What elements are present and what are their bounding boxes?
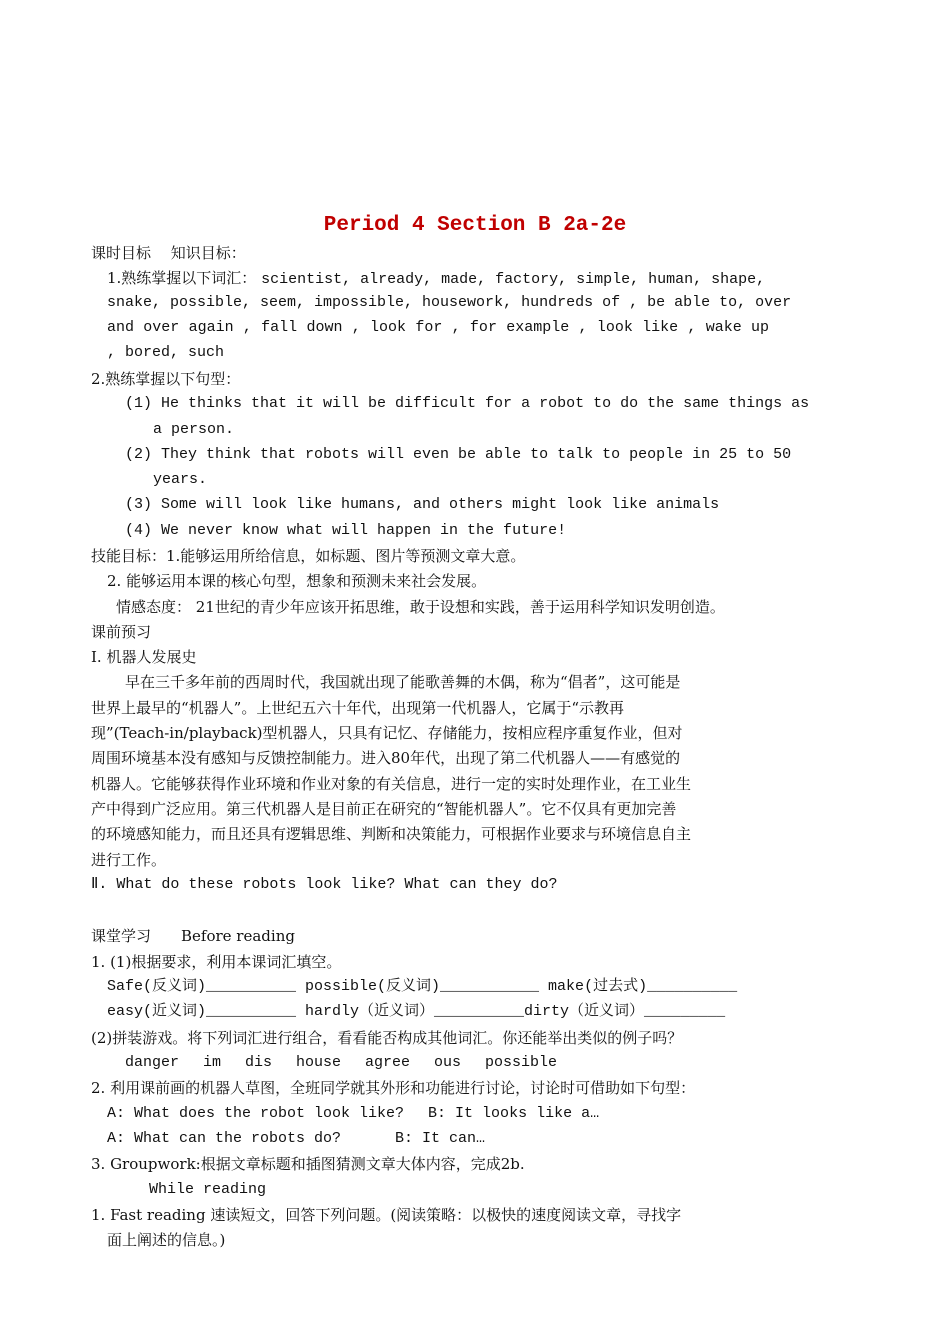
sentence-3: (3) Some will look like humans, and others might look like animals [125, 496, 720, 513]
skill-objective-1: 技能目标：1.能够运用所给信息，如标题、图片等预测文章大意。 [91, 547, 526, 565]
question-1: 1. (1)根据要求，利用本课词汇填空。 [91, 953, 342, 971]
word-pieces: danger im dis house agree ous possible [125, 1054, 558, 1071]
question-3: 3. Groupwork:根据文章标题和插图猜测文章大体内容，完成2b. [91, 1155, 525, 1173]
sentence-2b: years. [153, 471, 208, 488]
preview-section-1-title: Ⅰ. 机器人发展史 [91, 648, 197, 666]
vocab-line-3: and over again , fall down , look for , for example , look like , wake up [107, 319, 769, 336]
dialogue-line-1: A: What does the robot look like? B: It looks like a… [107, 1105, 600, 1122]
vocab-line-4: , bored, such [107, 344, 225, 361]
preview-heading: 课前预习 [91, 623, 152, 641]
fast-reading-line-2: 面上阐述的信息。) [107, 1231, 226, 1249]
fill-blank-row-2: easy(近义词)__________ hardly（近义词）__________dirty（近义词）_________ [107, 1003, 726, 1020]
vocab-line-1 [107, 268, 765, 290]
history-line-8: 进行工作。 [91, 851, 167, 869]
emotion-objective: 情感态度： 21世纪的青少年应该开拓思维，敢于设想和实践，善于运用科学知识发明创造。 [116, 598, 725, 616]
objectives-heading: 课时目标 知识目标： [91, 244, 246, 262]
history-line-5: 机器人。它能够获得作业环境和作业对象的有关信息，进行一定的实时处理作业，在工业生 [91, 775, 692, 793]
while-reading-heading: While reading [149, 1181, 267, 1198]
sentence-1b: a person. [153, 421, 235, 438]
vocab-line-2: snake, possible, seem, impossible, housework, hundreds of , be able to, over [107, 294, 792, 311]
skill-objective-2: 2. 能够运用本课的核心句型，想象和预测未来社会发展。 [107, 572, 487, 590]
page-title: Period 4 Section B 2a-2e [323, 214, 627, 237]
history-line-4: 周围环境基本没有感知与反馈控制能力。进入80年代，出现了第二代机器人——有感觉的 [91, 749, 681, 767]
history-line-1: 早在三千多年前的西周时代，我国就出现了能歌善舞的木偶，称为“倡者”，这可能是 [125, 673, 681, 691]
history-line-6: 产中得到广泛应用。第三代机器人是目前正在研究的“智能机器人”。它不仅具有更加完善 [91, 800, 677, 818]
dialogue-line-2: A: What can the robots do? B: It can… [107, 1130, 486, 1147]
history-line-2: 世界上最早的“机器人”。上世纪五六十年代，出现第一代机器人，它属于“示教再 [91, 699, 625, 717]
vocab-words: scientist, already, made, factory, simple, human, shape, [261, 271, 766, 288]
sentence-1a: (1) He thinks that it will be difficult for a robot to do the same things as [125, 395, 810, 412]
fast-reading-line-1: 1. Fast reading 速读短文，回答下列问题。(阅读策略：以极快的速度阅读文章，寻找字 [91, 1206, 682, 1224]
preview-section-2-title: Ⅱ. What do these robots look like? What can they do? [91, 876, 558, 893]
question-1-part-2: (2)拼装游戏。将下列词汇进行组合，看看能否构成其他词汇。你还能举出类似的例子吗？ [91, 1029, 683, 1047]
vocab-label: 1.熟练掌握以下词汇： [107, 269, 257, 287]
sentence-2a: (2) They think that robots will even be able to talk to people in 25 to 50 [125, 446, 792, 463]
sentence-4: (4) We never know what will happen in the future! [125, 522, 567, 539]
fill-blank-row-1: Safe(反义词)__________ possible(反义词)___________ make(过去式)__________ [107, 978, 738, 995]
classroom-heading: 课堂学习 Before reading [91, 927, 295, 945]
sentence-heading: 2.熟练掌握以下句型： [91, 370, 241, 388]
history-line-3: 现”(Teach-in/playback)型机器人，只具有记忆、存储能力，按相应程序重复作业，但对 [91, 724, 683, 742]
history-line-7: 的环境感知能力，而且还具有逻辑思维、判断和决策能力，可根据作业要求与环境信息自主 [91, 825, 692, 843]
question-2: 2. 利用课前画的机器人草图，全班同学就其外形和功能进行讨论，讨论时可借助如下句型： [91, 1079, 696, 1097]
